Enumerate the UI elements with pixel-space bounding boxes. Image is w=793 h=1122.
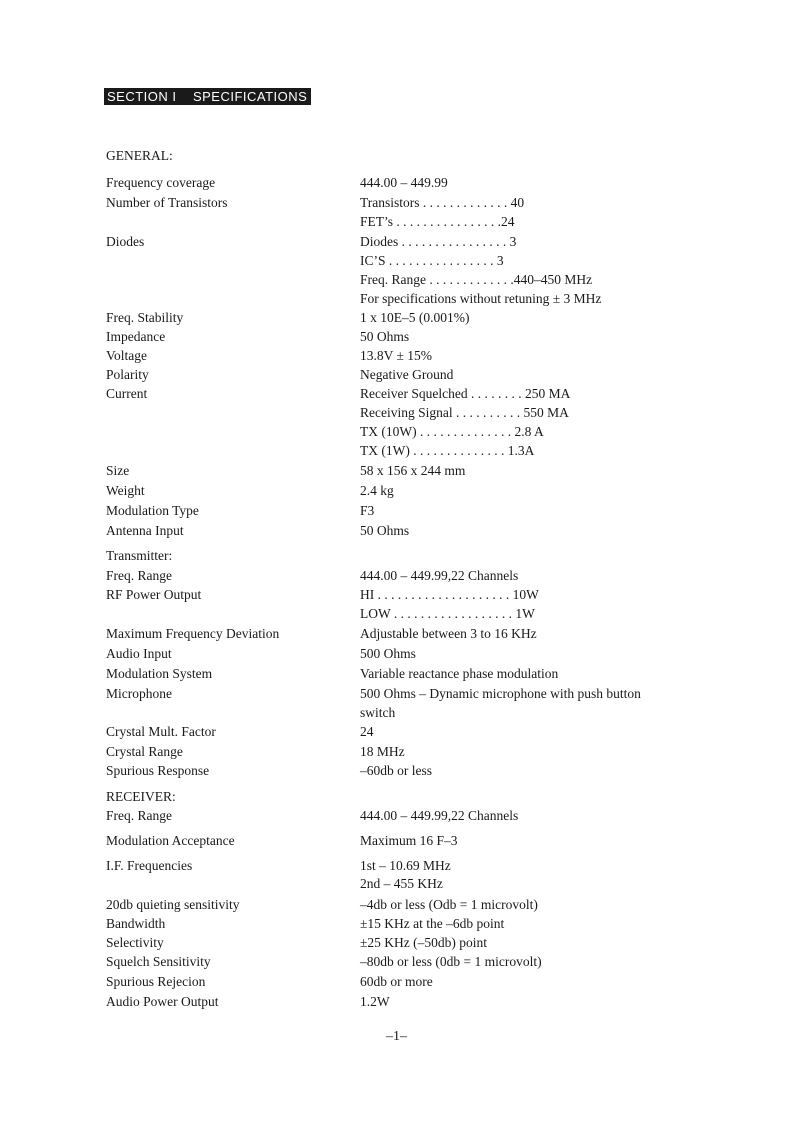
spec-row [0, 952, 793, 971]
spec-label: Voltage [106, 348, 147, 363]
spec-label: Audio Input [106, 646, 172, 661]
spec-label: Number of Transistors [106, 195, 228, 210]
spec-row [0, 501, 793, 520]
spec-row [0, 422, 793, 441]
spec-value: 1.2W [360, 994, 390, 1009]
spec-value: ±25 KHz (–50db) point [360, 935, 488, 950]
spec-label: Current [106, 386, 148, 401]
spec-value: F3 [360, 503, 375, 518]
spec-row [0, 761, 793, 780]
spec-value: –60db or less [360, 763, 432, 778]
spec-row [0, 722, 793, 741]
spec-row [0, 703, 793, 722]
spec-value: 444.00 – 449.99,22 Channels [360, 568, 519, 583]
spec-row [0, 289, 793, 308]
spec-row [0, 251, 793, 270]
spec-row [0, 933, 793, 952]
spec-value: 2.4 kg [360, 483, 394, 498]
spec-label: Audio Power Output [106, 994, 219, 1009]
spec-row [0, 232, 793, 251]
spec-value: 58 x 156 x 244 mm [360, 463, 466, 478]
spec-label: Crystal Range [106, 744, 183, 759]
spec-row [0, 346, 793, 365]
spec-label: Size [106, 463, 130, 478]
spec-value: 500 Ohms [360, 646, 416, 661]
spec-value: Maximum 16 F–3 [360, 833, 458, 848]
spec-row [0, 624, 793, 643]
spec-value: HI . . . . . . . . . . . . . . . . . . . . 10W [360, 587, 539, 602]
spec-value: 13.8V ± 15% [360, 348, 433, 363]
spec-row [0, 270, 793, 289]
spec-label: Frequency coverage [106, 175, 216, 190]
spec-label: RECEIVER: [106, 789, 176, 804]
spec-value: FET’s . . . . . . . . . . . . . . . .24 [360, 214, 515, 229]
spec-row [0, 874, 793, 893]
spec-row [0, 193, 793, 212]
spec-value: Variable reactance phase modulation [360, 666, 559, 681]
spec-label: Antenna Input [106, 523, 184, 538]
spec-row [0, 173, 793, 192]
spec-value: Transistors . . . . . . . . . . . . . 40 [360, 195, 525, 210]
spec-label: Impedance [106, 329, 166, 344]
spec-label: Selectivity [106, 935, 164, 950]
spec-value: 60db or more [360, 974, 433, 989]
spec-row [0, 604, 793, 623]
spec-label: GENERAL: [106, 148, 173, 163]
spec-label: 20db quieting sensitivity [106, 897, 240, 912]
spec-value: 500 Ohms – Dynamic microphone with push button [360, 686, 641, 701]
spec-row [0, 365, 793, 384]
spec-row [0, 684, 793, 703]
spec-label: Freq. Range [106, 808, 172, 823]
spec-label: Microphone [106, 686, 172, 701]
spec-row [0, 521, 793, 540]
spec-value: Receiving Signal . . . . . . . . . . 550 MA [360, 405, 569, 420]
spec-row [0, 566, 793, 585]
spec-row [0, 403, 793, 422]
spec-value: 444.00 – 449.99 [360, 175, 448, 190]
spec-label: Weight [106, 483, 145, 498]
spec-label: Freq. Range [106, 568, 172, 583]
spec-row [0, 441, 793, 460]
spec-label: Transmitter: [106, 548, 173, 563]
spec-row [0, 856, 793, 875]
spec-value: 444.00 – 449.99,22 Channels [360, 808, 519, 823]
spec-row [0, 806, 793, 825]
spec-label: Spurious Rejecion [106, 974, 206, 989]
spec-value: Receiver Squelched . . . . . . . . 250 MA [360, 386, 571, 401]
spec-value: TX (1W) . . . . . . . . . . . . . . 1.3A [360, 443, 535, 458]
spec-row [0, 914, 793, 933]
spec-value: TX (10W) . . . . . . . . . . . . . . 2.8 A [360, 424, 544, 439]
spec-row [0, 831, 793, 850]
spec-label: Modulation System [106, 666, 213, 681]
spec-value: 1 x 10E–5 (0.001%) [360, 310, 470, 325]
spec-row [0, 664, 793, 683]
page-number: –1– [386, 1029, 407, 1044]
spec-value: Adjustable between 3 to 16 KHz [360, 626, 537, 641]
spec-value: LOW . . . . . . . . . . . . . . . . . . 1W [360, 606, 535, 621]
spec-label: Spurious Response [106, 763, 210, 778]
spec-row [0, 546, 793, 565]
spec-label: Diodes [106, 234, 145, 249]
spec-value: 50 Ohms [360, 523, 410, 538]
spec-value: 2nd – 455 KHz [360, 876, 443, 891]
spec-label: Modulation Type [106, 503, 199, 518]
spec-value: Diodes . . . . . . . . . . . . . . . . 3 [360, 234, 517, 249]
spec-row [0, 308, 793, 327]
spec-value: Freq. Range . . . . . . . . . . . . .440–450 MHz [360, 272, 593, 287]
spec-row [0, 787, 793, 806]
spec-value: 1st – 10.69 MHz [360, 858, 451, 873]
spec-row [0, 972, 793, 991]
spec-row [0, 212, 793, 231]
spec-label: Bandwidth [106, 916, 166, 931]
section-heading: SECTION I SPECIFICATIONS [104, 88, 311, 105]
spec-label: Maximum Frequency Deviation [106, 626, 280, 641]
spec-label: I.F. Frequencies [106, 858, 193, 873]
spec-label: Modulation Acceptance [106, 833, 235, 848]
spec-row [0, 327, 793, 346]
spec-row [0, 992, 793, 1011]
spec-value: For specifications without retuning ± 3 MHz [360, 291, 602, 306]
spec-row [0, 384, 793, 403]
spec-value: –4db or less (Odb = 1 microvolt) [360, 897, 538, 912]
spec-value: ±15 KHz at the –6db point [360, 916, 505, 931]
spec-label: Squelch Sensitivity [106, 954, 211, 969]
spec-row [0, 585, 793, 604]
spec-row [0, 742, 793, 761]
spec-value: Negative Ground [360, 367, 454, 382]
spec-row [0, 644, 793, 663]
spec-value: IC’S . . . . . . . . . . . . . . . . 3 [360, 253, 504, 268]
spec-row [0, 146, 793, 165]
spec-label: Crystal Mult. Factor [106, 724, 216, 739]
spec-row [0, 895, 793, 914]
spec-value: –80db or less (0db = 1 microvolt) [360, 954, 542, 969]
spec-value: 18 MHz [360, 744, 405, 759]
spec-label: Freq. Stability [106, 310, 184, 325]
spec-value: switch [360, 705, 396, 720]
spec-label: Polarity [106, 367, 149, 382]
spec-row [0, 481, 793, 500]
spec-value: 50 Ohms [360, 329, 410, 344]
spec-value: 24 [360, 724, 374, 739]
spec-row [0, 461, 793, 480]
spec-label: RF Power Output [106, 587, 202, 602]
